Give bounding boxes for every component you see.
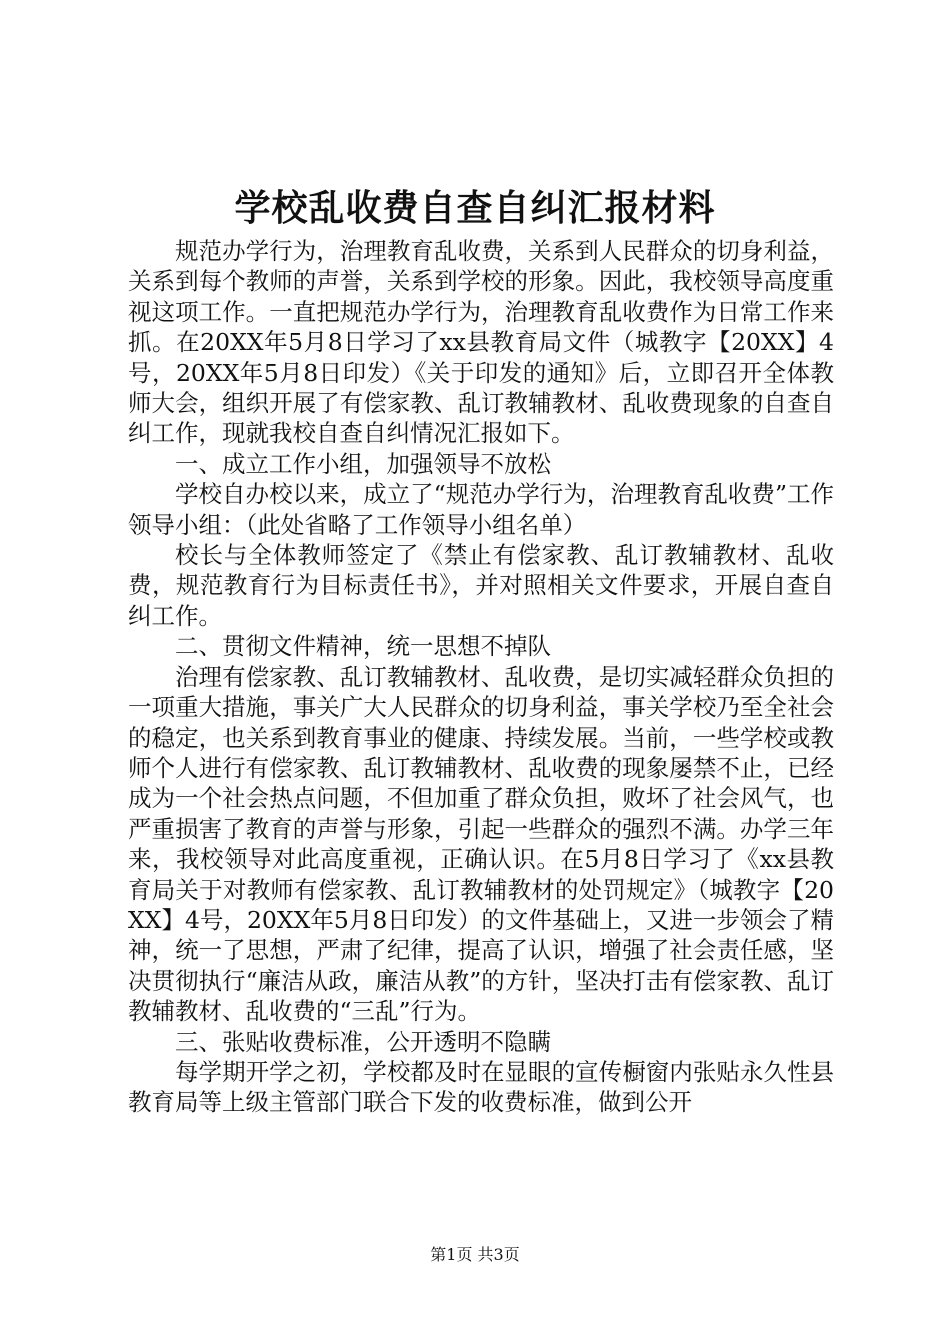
section-heading-2: 二、贯彻文件精神，统一思想不掉队 <box>175 632 551 661</box>
paragraph-intro: 规范办学行为，治理教育乱收费，关系到人民群众的切身利益，关系到每个教师的声誉，关系到学校的形象。因此，我校领导高度重视这项工作。一直把规范办学行为，治理教育乱收费作为日常工作来抓。在20XX年5月8日学习了xx县教育局文件（城教字【20XX】4号，20XX年5月8日印发）《关于印发的通知》后，立即召开全体教师大会，组织开展了有偿家教、乱订教辅教材、乱收费现象的自查自纠工作，现就我校自查自纠情况汇报如下。 <box>128 237 834 448</box>
page-number-footer: 第1页 共3页 <box>430 1245 520 1264</box>
document-title: 学校乱收费自查自纠汇报材料 <box>234 187 716 229</box>
section-heading-1: 一、成立工作小组，加强领导不放松 <box>175 449 551 478</box>
paragraph-section-3: 每学期开学之初，学校都及时在显眼的宣传橱窗内张贴永久性县教育局等上级主管部门联合下发的收费标准，做到公开 <box>128 1057 834 1117</box>
paragraph-section-2: 治理有偿家教、乱订教辅教材、乱收费，是切实减轻群众负担的一项重大措施，事关广大人民群众的切身利益，事关学校乃至全社会的稳定，也关系到教育事业的健康、持续发展。当前，一些学校或教师个人进行有偿家教、乱订教辅教材、乱收费的现象屡禁不止，已经成为一个社会热点问题，不但加重了群众负担，败坏了社会风气，也严重损害了教育的声誉与形象，引起一些群众的强烈不满。办学三年来，我校领导对此高度重视，正确认识。在5月8日学习了《xx县教育局关于对教师有偿家教、乱订教辅教材的处罚规定》（城教字【20XX】4号，20XX年5月8日印发）的文件基础上，又进一步领会了精神，统一了思想，严肃了纪律，提高了认识，增强了社会责任感，坚决贯彻执行“廉洁从政，廉洁从教”的方针，坚决打击有偿家教、乱订教辅教材、乱收费的“三乱”行为。 <box>128 662 834 1026</box>
document-body <box>128 236 834 1118</box>
paragraph-section-1b: 校长与全体教师签定了《禁止有偿家教、乱订教辅教材、乱收费，规范教育行为目标责任书》，并对照相关文件要求，开展自查自纠工作。 <box>128 541 834 630</box>
section-heading-3: 三、张贴收费标准，公开透明不隐瞒 <box>175 1027 551 1056</box>
paragraph-section-1a: 学校自办校以来，成立了“规范办学行为，治理教育乱收费”工作领导小组：（此处省略了工作领导小组名单） <box>128 480 834 539</box>
